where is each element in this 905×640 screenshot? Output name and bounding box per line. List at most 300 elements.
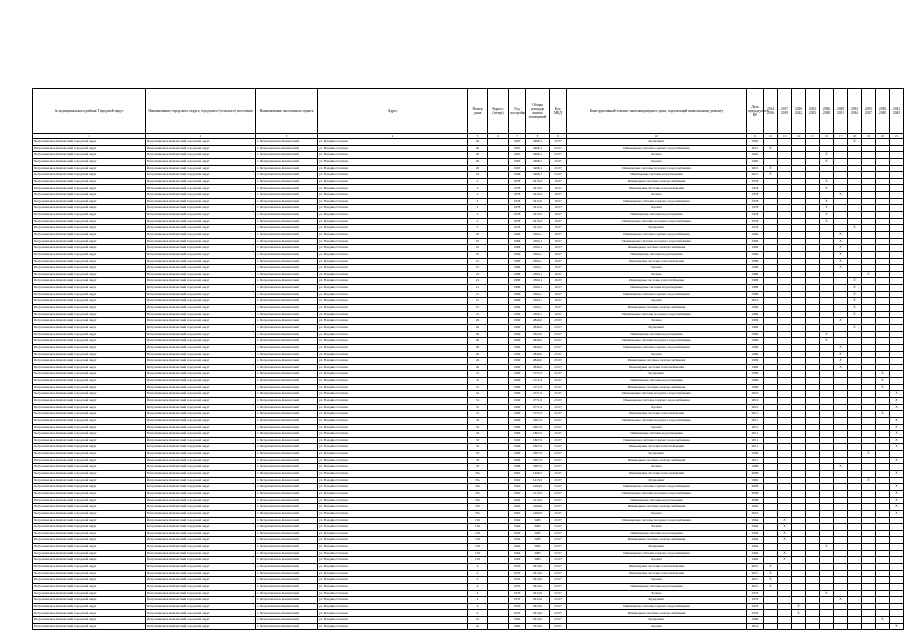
period-cell <box>778 205 792 212</box>
period-cell: X <box>820 544 834 551</box>
period-cell: X <box>876 378 890 385</box>
area-cell: 1409,5 <box>526 471 550 478</box>
street-cell: ул. Владивостокская <box>318 192 468 199</box>
period-cell <box>792 298 806 305</box>
year-cell: 1986 <box>509 285 526 292</box>
house-number-cell: 4 <box>468 570 488 577</box>
period-cell <box>806 298 820 305</box>
period-cell <box>820 318 834 325</box>
house-number-cell: 35а <box>468 471 488 478</box>
period-cell <box>834 570 848 577</box>
period-cell <box>862 530 876 537</box>
district-cell: Петропавловск-Камчатский городской округ <box>33 245 146 252</box>
period-cell <box>820 603 834 610</box>
period-cell <box>820 265 834 272</box>
period-cell <box>764 185 778 192</box>
mkd-count-cell: 23 07 <box>550 331 567 338</box>
period-cell <box>876 490 890 497</box>
period-cell <box>792 205 806 212</box>
period-cell <box>792 537 806 544</box>
area-cell: 2840,0 <box>526 364 550 371</box>
table-row <box>33 411 904 418</box>
settlement-cell: Петропавловск-Камчатский городской округ <box>146 577 256 584</box>
year-cell: 1962 <box>509 510 526 517</box>
period-cell <box>876 285 890 292</box>
locality-cell: г. Петропавловск-Камчатский <box>256 590 318 597</box>
area-cell: 2304,1 <box>526 271 550 278</box>
table-row <box>33 271 904 278</box>
street-cell: ул. Владивостокская <box>318 610 468 617</box>
period-cell <box>792 231 806 238</box>
area-cell: 5613,6 <box>526 570 550 577</box>
period-cell <box>876 351 890 358</box>
house-number-cell: 21 <box>468 278 488 285</box>
mkd-count-cell: 16 07 <box>550 245 567 252</box>
settlement-cell: Петропавловск-Камчатский городской округ <box>146 464 256 471</box>
locality-cell: г. Петропавловск-Камчатский <box>256 351 318 358</box>
period-cell <box>876 583 890 590</box>
column-number: 12 <box>764 134 778 139</box>
area-cell: 2304,1 <box>526 285 550 292</box>
area-cell: 1807,9 <box>526 431 550 438</box>
period-cell <box>890 557 904 564</box>
previous-repair-cell: 1979 <box>747 590 764 597</box>
house-number-cell: 2 <box>468 212 488 219</box>
district-cell: Петропавловск-Камчатский городской округ <box>33 192 146 199</box>
year-cell: 1964 <box>509 530 526 537</box>
period-cell <box>876 510 890 517</box>
street-cell: ул. Владивостокская <box>318 590 468 597</box>
house-number-cell: 31 <box>468 391 488 398</box>
period-cell <box>848 524 862 531</box>
period-cell: X <box>890 424 904 431</box>
period-cell <box>876 623 890 630</box>
period-cell <box>792 318 806 325</box>
locality-cell: г. Петропавловск-Камчатский <box>256 238 318 245</box>
period-cell <box>834 311 848 318</box>
column-number: 10 <box>567 134 747 139</box>
period-cell <box>806 238 820 245</box>
period-cell <box>848 510 862 517</box>
period-cell <box>764 437 778 444</box>
period-cell <box>792 530 806 537</box>
settlement-cell: Петропавловск-Камчатский городской округ <box>146 404 256 411</box>
table-row <box>33 351 904 358</box>
building-cell <box>488 570 509 577</box>
period-cell <box>806 504 820 511</box>
period-cell <box>764 537 778 544</box>
settlement-cell: Петропавловск-Камчатский городской округ <box>146 431 256 438</box>
period-cell <box>778 484 792 491</box>
district-cell: Петропавловск-Камчатский городской округ <box>33 471 146 478</box>
area-cell: 5613,6 <box>526 597 550 604</box>
period-cell <box>778 610 792 617</box>
period-cell <box>792 411 806 418</box>
year-cell: 1964 <box>509 537 526 544</box>
table-row <box>33 139 904 146</box>
mkd-count-cell: 25 07 <box>550 378 567 385</box>
previous-repair-cell: 1969 <box>747 371 764 378</box>
period-cell <box>820 139 834 146</box>
period-cell <box>862 338 876 345</box>
district-cell: Петропавловск-Камчатский городской округ <box>33 331 146 338</box>
period-cell <box>806 371 820 378</box>
settlement-cell: Петропавловск-Камчатский городской округ <box>146 590 256 597</box>
period-cell <box>862 331 876 338</box>
settlement-cell: Петропавловск-Камчатский городской округ <box>146 145 256 152</box>
locality-cell: г. Петропавловск-Камчатский <box>256 324 318 331</box>
area-cell: 2771,9 <box>526 397 550 404</box>
element-cell: Инженерные системы холодного водоснабжения <box>567 417 747 424</box>
previous-repair-cell: 2008 <box>747 471 764 478</box>
period-cell <box>792 324 806 331</box>
year-cell: 1962 <box>509 471 526 478</box>
period-cell <box>876 278 890 285</box>
mkd-count-cell: 16 07 <box>550 298 567 305</box>
locality-cell: г. Петропавловск-Камчатский <box>256 477 318 484</box>
building-cell <box>488 550 509 557</box>
period-cell <box>806 391 820 398</box>
previous-repair-cell: 1969 <box>747 344 764 351</box>
period-cell <box>862 178 876 185</box>
period-cell <box>764 245 778 252</box>
period-cell <box>806 557 820 564</box>
house-number-cell: 2 <box>468 225 488 232</box>
period-cell <box>848 258 862 265</box>
house-number-cell: 31 <box>468 384 488 391</box>
building-cell <box>488 617 509 624</box>
table-row <box>33 192 904 199</box>
period-cell <box>764 597 778 604</box>
element-cell: Инженерные системы водоотведения <box>567 172 747 179</box>
column-header: 2041 2043 <box>890 89 904 134</box>
street-cell: ул. Владивостокская <box>318 510 468 517</box>
period-cell <box>834 178 848 185</box>
year-cell: 1969 <box>509 364 526 371</box>
period-cell <box>820 311 834 318</box>
period-cell <box>834 371 848 378</box>
area-cell: 3408,1 <box>526 165 550 172</box>
locality-cell: г. Петропавловск-Камчатский <box>256 198 318 205</box>
element-cell: Фундамент <box>567 597 747 604</box>
district-cell: Петропавловск-Камчатский городской округ <box>33 344 146 351</box>
period-cell <box>806 510 820 517</box>
period-cell <box>876 477 890 484</box>
year-cell: 1969 <box>509 338 526 345</box>
period-cell <box>848 544 862 551</box>
year-cell: 1984 <box>509 305 526 312</box>
period-cell <box>862 444 876 451</box>
settlement-cell: Петропавловск-Камчатский городской округ <box>146 298 256 305</box>
house-number-cell: 33 <box>468 444 488 451</box>
locality-cell: г. Петропавловск-Камчатский <box>256 564 318 571</box>
period-cell <box>820 291 834 298</box>
element-cell: Инженерные системы горячего водоснабжения <box>567 344 747 351</box>
settlement-cell: Петропавловск-Камчатский городской округ <box>146 185 256 192</box>
locality-cell: г. Петропавловск-Камчатский <box>256 464 318 471</box>
period-cell <box>834 391 848 398</box>
area-cell: 5613,6 <box>526 610 550 617</box>
period-cell <box>876 245 890 252</box>
year-cell: 1979 <box>509 603 526 610</box>
element-cell: Инженерные системы электроснабжения <box>567 610 747 617</box>
period-cell <box>764 517 778 524</box>
column-number: 2 <box>146 134 256 139</box>
mkd-count-cell: 16 07 <box>550 178 567 185</box>
settlement-cell: Петропавловск-Камчатский городской округ <box>146 291 256 298</box>
period-cell <box>792 404 806 411</box>
previous-repair-cell: 2011 <box>747 417 764 424</box>
mkd-count-cell: 23 07 <box>550 530 567 537</box>
period-cell <box>890 530 904 537</box>
table-row <box>33 510 904 517</box>
table-row <box>33 258 904 265</box>
locality-cell: г. Петропавловск-Камчатский <box>256 431 318 438</box>
settlement-cell: Петропавловск-Камчатский городской округ <box>146 457 256 464</box>
locality-cell: г. Петропавловск-Камчатский <box>256 384 318 391</box>
locality-cell: г. Петропавловск-Камчатский <box>256 610 318 617</box>
area-cell: 2304,1 <box>526 258 550 265</box>
column-number: 20 <box>876 134 890 139</box>
period-cell <box>890 152 904 159</box>
table-row <box>33 451 904 458</box>
period-cell <box>834 338 848 345</box>
locality-cell: г. Петропавловск-Камчатский <box>256 457 318 464</box>
district-cell: Петропавловск-Камчатский городской округ <box>33 378 146 385</box>
house-number-cell: 20 <box>468 158 488 165</box>
period-cell <box>806 564 820 571</box>
district-cell: Петропавловск-Камчатский городской округ <box>33 530 146 537</box>
year-cell: 1978 <box>509 212 526 219</box>
table-row <box>33 172 904 179</box>
table-row <box>33 517 904 524</box>
period-cell <box>778 424 792 431</box>
mkd-count-cell: 23 07 <box>550 623 567 630</box>
settlement-cell: Петропавловск-Камчатский городской округ <box>146 623 256 630</box>
locality-cell: г. Петропавловск-Камчатский <box>256 471 318 478</box>
period-cell <box>792 145 806 152</box>
period-cell <box>778 192 792 199</box>
locality-cell: г. Петропавловск-Камчатский <box>256 291 318 298</box>
building-cell <box>488 298 509 305</box>
settlement-cell: Петропавловск-Камчатский городской округ <box>146 384 256 391</box>
locality-cell: г. Петропавловск-Камчатский <box>256 185 318 192</box>
period-cell <box>778 145 792 152</box>
previous-repair-cell: 2015 <box>747 577 764 584</box>
mkd-count-cell: 16 07 <box>550 231 567 238</box>
street-cell: ул. Владивостокская <box>318 497 468 504</box>
building-cell <box>488 212 509 219</box>
year-cell: 1965 <box>509 165 526 172</box>
period-cell <box>806 471 820 478</box>
street-cell: ул. Владивостокская <box>318 172 468 179</box>
element-cell: Инженерные системы водоотведения <box>567 497 747 504</box>
period-cell <box>778 245 792 252</box>
period-cell <box>862 251 876 258</box>
period-cell <box>764 490 778 497</box>
period-cell <box>862 490 876 497</box>
period-cell <box>806 338 820 345</box>
locality-cell: г. Петропавловск-Камчатский <box>256 285 318 292</box>
period-cell <box>848 597 862 604</box>
period-cell <box>848 404 862 411</box>
street-cell: ул. Владивостокская <box>318 623 468 630</box>
area-cell: 1413,9 <box>526 497 550 504</box>
table-row <box>33 557 904 564</box>
period-cell: X <box>834 265 848 272</box>
period-cell <box>764 457 778 464</box>
district-cell: Петропавловск-Камчатский городской округ <box>33 464 146 471</box>
period-cell <box>778 451 792 458</box>
period-cell <box>792 384 806 391</box>
element-cell: Инженерные системы холодного водоснабжения <box>567 311 747 318</box>
period-cell <box>820 444 834 451</box>
element-cell: Инженерные системы водоотведения <box>567 530 747 537</box>
district-cell: Петропавловск-Камчатский городской округ <box>33 311 146 318</box>
district-cell: Петропавловск-Камчатский городской округ <box>33 550 146 557</box>
year-cell: 1969 <box>509 358 526 365</box>
period-cell <box>834 524 848 531</box>
table-row <box>33 564 904 571</box>
period-cell <box>764 225 778 232</box>
period-cell <box>862 192 876 199</box>
period-cell <box>862 577 876 584</box>
building-cell <box>488 583 509 590</box>
street-cell: ул. Владивостокская <box>318 564 468 571</box>
period-cell: X <box>862 451 876 458</box>
settlement-cell: Петропавловск-Камчатский городской округ <box>146 158 256 165</box>
period-cell <box>890 451 904 458</box>
previous-repair-cell: 2015 <box>747 145 764 152</box>
period-cell: X <box>890 457 904 464</box>
previous-repair-cell: 1979 <box>747 597 764 604</box>
period-cell <box>862 570 876 577</box>
year-cell: 1986 <box>509 291 526 298</box>
year-cell: 1969 <box>509 324 526 331</box>
area-cell: 2304,1 <box>526 278 550 285</box>
settlement-cell: Петропавловск-Камчатский городской округ <box>146 344 256 351</box>
period-cell: X <box>862 271 876 278</box>
period-cell <box>764 158 778 165</box>
locality-cell: г. Петропавловск-Камчатский <box>256 245 318 252</box>
period-cell <box>876 471 890 478</box>
period-cell <box>764 610 778 617</box>
table-row <box>33 245 904 252</box>
period-cell <box>778 178 792 185</box>
period-cell <box>876 590 890 597</box>
house-number-cell: 29 <box>468 318 488 325</box>
period-cell: X <box>834 245 848 252</box>
period-cell <box>834 544 848 551</box>
district-cell: Петропавловск-Камчатский городской округ <box>33 139 146 146</box>
period-cell <box>834 530 848 537</box>
period-cell <box>862 583 876 590</box>
previous-repair-cell: 2015 <box>747 172 764 179</box>
period-cell <box>792 139 806 146</box>
period-cell <box>890 517 904 524</box>
settlement-cell: Петропавловск-Камчатский городской округ <box>146 285 256 292</box>
period-cell <box>806 305 820 312</box>
period-cell: X <box>778 537 792 544</box>
period-cell <box>820 145 834 152</box>
area-cell: 5415,6 <box>526 178 550 185</box>
district-cell: Петропавловск-Камчатский городской округ <box>33 404 146 411</box>
settlement-cell: Петропавловск-Камчатский городской округ <box>146 391 256 398</box>
period-cell <box>806 590 820 597</box>
building-cell <box>488 524 509 531</box>
year-cell: 1964 <box>509 544 526 551</box>
period-cell <box>806 537 820 544</box>
period-cell <box>890 617 904 624</box>
district-cell: Петропавловск-Камчатский городской округ <box>33 145 146 152</box>
period-cell <box>806 530 820 537</box>
house-number-cell: 156 <box>468 544 488 551</box>
period-cell: X <box>848 298 862 305</box>
period-cell <box>806 544 820 551</box>
previous-repair-cell: 1978 <box>747 212 764 219</box>
house-number-cell: 29 <box>468 324 488 331</box>
period-cell <box>876 603 890 610</box>
period-cell <box>862 550 876 557</box>
previous-repair-cell: 2011 <box>747 457 764 464</box>
street-cell: ул. Владивостокская <box>318 417 468 424</box>
area-cell: 2304,1 <box>526 311 550 318</box>
period-cell <box>862 384 876 391</box>
period-cell <box>820 391 834 398</box>
period-cell <box>806 265 820 272</box>
element-cell: Инженерные системы горячего водоснабжения <box>567 291 747 298</box>
house-number-cell: 2 <box>468 178 488 185</box>
building-cell <box>488 245 509 252</box>
period-cell <box>764 603 778 610</box>
year-cell: 1978 <box>509 198 526 205</box>
period-cell <box>792 338 806 345</box>
period-cell <box>778 331 792 338</box>
column-header: 2014 2016 <box>764 89 778 134</box>
previous-repair-cell: 2015 <box>747 583 764 590</box>
period-cell <box>778 404 792 411</box>
period-cell <box>792 397 806 404</box>
street-cell: ул. Владивостокская <box>318 544 468 551</box>
street-cell: ул. Владивостокская <box>318 444 468 451</box>
house-number-cell: 2 <box>468 218 488 225</box>
element-cell: Балкон <box>567 192 747 199</box>
year-cell: 1969 <box>509 378 526 385</box>
mkd-count-cell: 23 07 <box>550 318 567 325</box>
period-cell: X <box>876 371 890 378</box>
building-cell <box>488 510 509 517</box>
period-cell <box>848 577 862 584</box>
house-number-cell: 2 <box>468 185 488 192</box>
settlement-cell: Петропавловск-Камчатский городской округ <box>146 497 256 504</box>
period-cell <box>848 437 862 444</box>
period-cell <box>820 497 834 504</box>
settlement-cell: Петропавловск-Камчатский городской округ <box>146 238 256 245</box>
period-cell <box>778 411 792 418</box>
year-cell: 1966 <box>509 437 526 444</box>
period-cell <box>890 145 904 152</box>
period-cell <box>848 603 862 610</box>
period-cell <box>834 378 848 385</box>
period-cell <box>806 231 820 238</box>
period-cell <box>820 490 834 497</box>
period-cell <box>820 517 834 524</box>
element-cell: Инженерные системы электроснабжения <box>567 537 747 544</box>
table-row <box>33 225 904 232</box>
previous-repair-cell: 2008 <box>747 497 764 504</box>
period-cell <box>792 564 806 571</box>
period-cell <box>820 417 834 424</box>
